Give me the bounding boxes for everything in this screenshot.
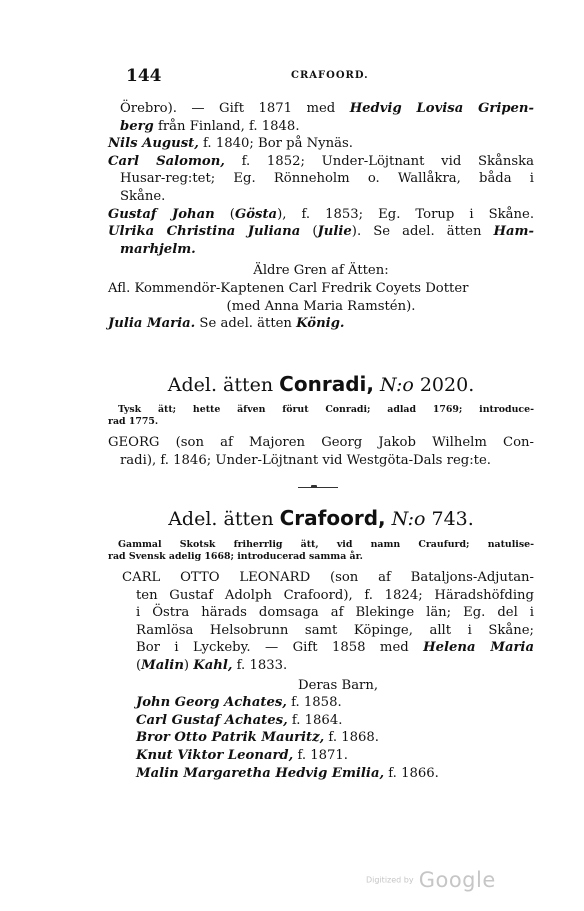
running-head: CRAFOORD. xyxy=(291,70,369,81)
section-divider xyxy=(298,487,338,488)
entry-line: Husar-reg:tet; Eg. Rönneholm o. Wallåkra, båda i xyxy=(120,171,534,187)
entry-line: Ramlösa Helsobrunn samt Köpinge, allt i Skåne; xyxy=(136,622,534,638)
child-entry: Knut Viktor Leonard, f. 1871. xyxy=(136,747,348,763)
entry-line: Skåne. xyxy=(120,188,166,204)
conradi-entry xyxy=(108,434,534,469)
crafoord-note: Gammal Skotsk friherrlig ätt, vid namn Craufurd; natulise- rad Svensk adelig 1668; introducerad samma år. xyxy=(108,539,534,562)
older-branch-heading: Äldre Gren af Ätten: xyxy=(253,263,389,279)
top-entries xyxy=(108,100,534,333)
entry-ulrika: Ulrika Christina Juliana (Julie). Se adel. ätten Ham- xyxy=(108,224,534,240)
entry-line: Örebro). — Gift 1871 med Hedvig Lovisa Gripen- xyxy=(120,101,534,116)
child-entry: Carl Gustaf Achates, f. 1864. xyxy=(136,712,343,728)
entry-julia: Julia Maria. Se adel. ätten König. xyxy=(108,316,345,332)
entry-line: berg från Finland, f. 1848. xyxy=(120,118,300,134)
entry-georg: GEORG (son af Majoren Georg Jakob Wilhelm Con- xyxy=(108,435,534,450)
conradi-heading: Adel. ätten Conradi, N:o 2020. xyxy=(167,372,475,396)
google-logo: Google xyxy=(418,868,496,892)
afl-line-2: (med Anna Maria Ramstén). xyxy=(226,298,416,314)
entry-line: (Malin) Kahl, f. 1833. xyxy=(136,657,288,673)
children-heading: Deras Barn, xyxy=(298,677,379,693)
child-entry: John Georg Achates, f. 1858. xyxy=(136,695,342,711)
entry-nils: Nils August, f. 1840; Bor på Nynäs. xyxy=(108,136,353,152)
entry-carl-otto: CARL OTTO LEONARD (son af Bataljons-Adjutan- xyxy=(122,570,534,585)
digitized-watermark xyxy=(366,868,496,892)
page-header xyxy=(126,66,532,86)
section-divider-ornament xyxy=(311,485,317,488)
entry-line: Bor i Lyckeby. — Gift 1858 med Helena Maria xyxy=(136,640,534,656)
child-entry: Malin Margaretha Hedvig Emilia, f. 1866. xyxy=(136,765,439,781)
crafoord-entry xyxy=(108,569,534,782)
afl-line: Afl. Kommendör-Kaptenen Carl Fredrik Coyets Dotter xyxy=(108,280,469,296)
entry-line: i Östra härads domsaga af Blekinge län; Eg. del i xyxy=(136,605,534,621)
entry-gustaf-johan: Gustaf Johan (Gösta), f. 1853; Eg. Torup i Skåne. xyxy=(108,206,535,222)
page-number: 144 xyxy=(126,66,162,86)
entry-line: marhjelm. xyxy=(120,241,196,257)
crafoord-heading: Adel. ätten Crafoord, N:o 743. xyxy=(168,506,474,530)
conradi-note: Tysk ätt; hette äfven förut Conradi; adlad 1769; introduce- rad 1775. xyxy=(108,404,534,427)
watermark-prefix: Digitized by xyxy=(366,875,414,885)
entry-line: ten Gustaf Adolph Crafoord), f. 1824; Häradshöfding xyxy=(136,587,534,603)
entry-carl-salomon: Carl Salomon, f. 1852; Under-Löjtnant vid Skånska xyxy=(108,153,534,169)
child-entry: Bror Otto Patrik Mauritz, f. 1868. xyxy=(136,730,379,746)
entry-line: radi), f. 1846; Under-Löjtnant vid Westgöta-Dals reg:te. xyxy=(120,452,491,468)
